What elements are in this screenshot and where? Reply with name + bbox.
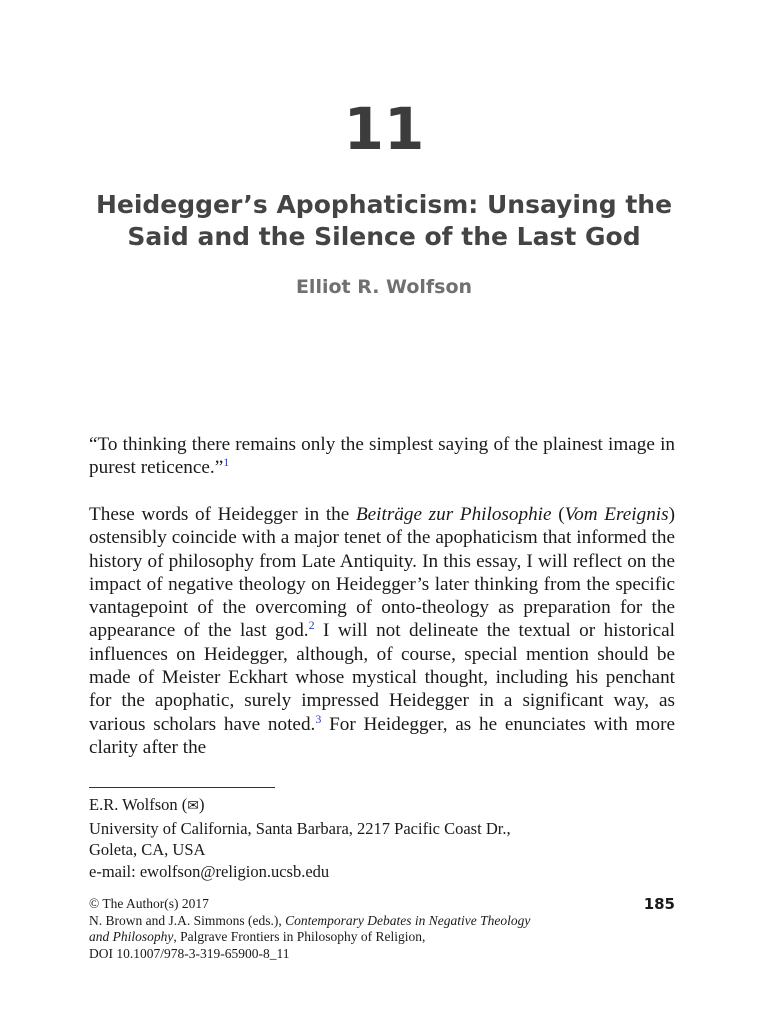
citation-line xyxy=(89,913,589,930)
chapter-title-line-1: Heidegger’s Apophaticism: Unsaying the xyxy=(95,190,673,219)
copyright-line: © The Author(s) 2017 xyxy=(89,896,209,911)
paragraph-text: ( xyxy=(551,504,565,525)
affiliation-name-close: ) xyxy=(199,795,205,814)
footnote-ref-1[interactable]: 1 xyxy=(223,455,230,470)
page-number: 185 xyxy=(643,895,675,913)
paragraph-text: These words of Heidegger in the xyxy=(89,504,356,525)
chapter-title xyxy=(60,189,708,253)
affiliation-email[interactable]: e-mail: ewolfson@religion.ucsb.edu xyxy=(89,861,330,881)
doi[interactable]: DOI 10.1007/978-3-319-65900-8_11 xyxy=(89,945,290,961)
series-name: , Palgrave Frontiers in Philosophy of Religion, xyxy=(173,929,426,944)
affiliation-name: E.R. Wolfson ( xyxy=(89,795,188,814)
footnote-divider xyxy=(89,787,275,788)
paragraph-text: For Heidegger, as he enunciates with more clarity after the xyxy=(89,713,675,758)
book-title: Contemporary Debates in Negative Theology xyxy=(285,912,531,928)
book-title-vom-ereignis: Vom Ereignis xyxy=(564,504,669,525)
author-affiliation xyxy=(89,794,689,882)
citation-editors: N. Brown and J.A. Simmons (eds.), xyxy=(89,912,286,928)
book-title-beitraege: Beiträge zur Philosophie xyxy=(355,504,552,525)
epigraph xyxy=(89,433,675,480)
citation-line xyxy=(89,929,589,946)
epigraph-text: “To thinking there remains only the simplest saying of the plainest image in purest reticence.” xyxy=(89,434,675,479)
footnote-ref-2[interactable]: 2 xyxy=(308,618,315,633)
paragraph-text: ) ostensibly coincide with a major tenet of the apophaticism that informed the history of philosophy from Late Antiquity. In this essay, I will reflect on the impact of negative theology on Heidegger’s later thinking from the specific vantagepoint of the overcoming of onto-theology as preparation for the appearance of the last god. xyxy=(89,504,675,642)
paragraph-text: I will not delineate the textual or historical influences on Heidegger, although, of course, special mention should be made of Meister Eckhart whose mystical thought, including his penchant for the apophatic, surely impressed Heidegger in a significant way, as various scholars have noted. xyxy=(89,620,675,735)
chapter-number: 11 xyxy=(343,95,425,163)
affiliation-city: Goleta, CA, USA xyxy=(89,840,206,859)
chapter-title-line-2: Said and the Silence of the Last God xyxy=(127,222,641,251)
author-name: Elliot R. Wolfson xyxy=(295,276,473,298)
footnote-ref-3[interactable]: 3 xyxy=(315,711,322,726)
copyright-block xyxy=(89,896,589,962)
affiliation-institution: University of California, Santa Barbara, 2217 Pacific Coast Dr., xyxy=(89,818,511,838)
affiliation-name-line xyxy=(89,794,689,818)
book-title-continued: and Philosophy xyxy=(89,929,174,944)
envelope-icon[interactable]: ✉ xyxy=(187,798,200,814)
body-paragraph xyxy=(89,503,675,759)
